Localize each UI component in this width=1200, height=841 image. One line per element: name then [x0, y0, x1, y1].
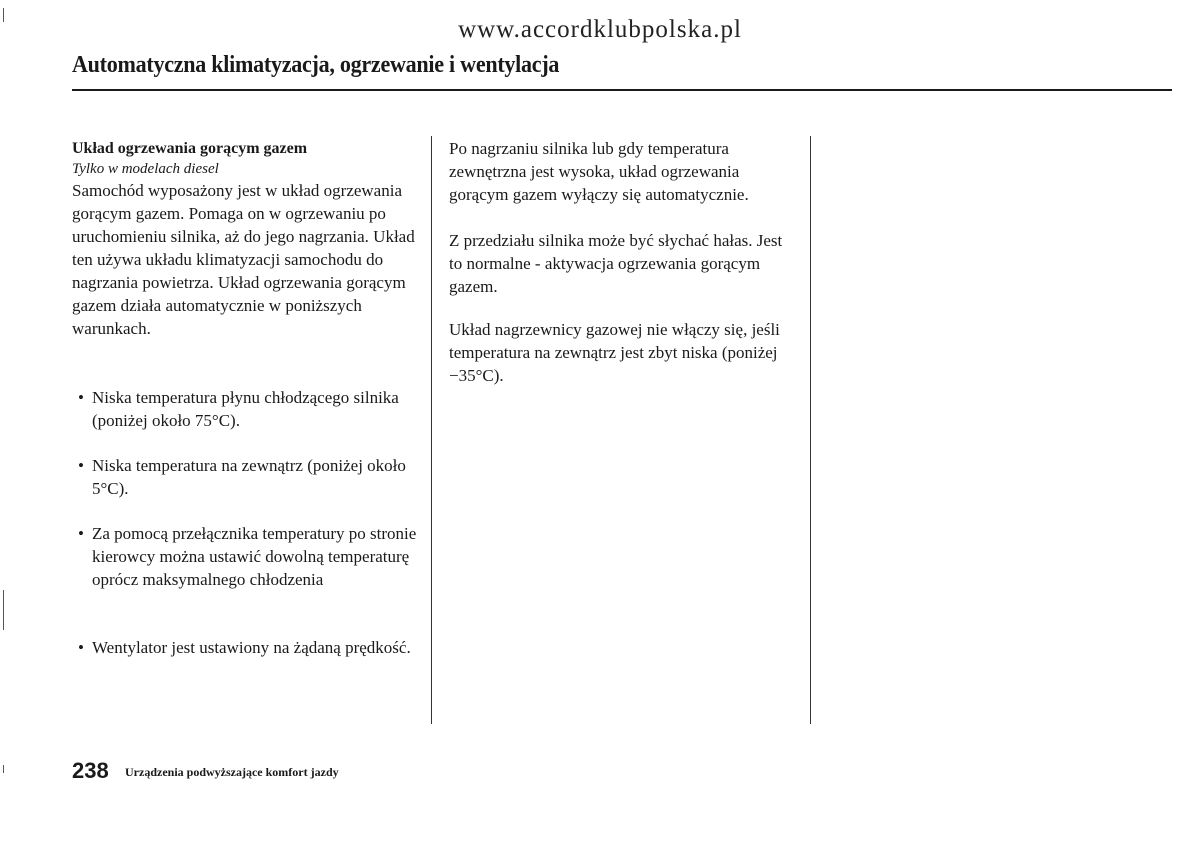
scan-edge-mark — [3, 8, 4, 22]
column-divider-right — [810, 136, 811, 724]
bullet-dot-icon: • — [78, 388, 84, 407]
page-title: Automatyczna klimatyzacja, ogrzewanie i wentylacja — [72, 52, 560, 78]
intro-paragraph: Samochód wyposażony jest w układ ogrzewania gorącym gazem. Pomaga on w ogrzewaniu po uruchomieniu silnika, aż do jego nagrzania. Układ ten używa układu klimatyzacji samochodu do nagrzania powietrza. Układ ogrzewania gorącym gazem działa automatycznie w poniższych warunkach. — [72, 181, 415, 338]
website-url: www.accordklubpolska.pl — [458, 16, 742, 43]
column-divider-middle — [431, 136, 432, 724]
right-column-para-1 — [449, 137, 794, 206]
page-number: 238 — [72, 758, 109, 783]
title-rule — [72, 89, 1172, 91]
bullet-text: Niska temperatura na zewnątrz (poniżej około 5°C). — [92, 456, 406, 498]
scan-edge-mark — [3, 590, 4, 630]
bullet-text: Wentylator jest ustawiony na żądaną prędkość. — [92, 638, 411, 657]
bullet-dot-icon: • — [78, 638, 84, 657]
right-column-para-3 — [449, 318, 794, 387]
bullet-item — [78, 636, 423, 659]
bullet-item — [78, 386, 423, 432]
section-heading: Układ ogrzewania gorącym gazem — [72, 140, 308, 157]
left-column — [72, 138, 422, 340]
bullet-text: Za pomocą przełącznika temperatury po stronie kierowcy można ustawić dowolną temperaturę oprócz maksymalnego chłodzenia — [92, 524, 417, 589]
bullet-dot-icon: • — [78, 524, 84, 543]
paragraph: Po nagrzaniu silnika lub gdy temperatura zewnętrzna jest wysoka, układ ogrzewania gorącym gazem wyłączy się automatycznie. — [449, 139, 749, 204]
bullet-dot-icon: • — [78, 456, 84, 475]
footer-section-label: Urządzenia podwyższające komfort jazdy — [125, 765, 339, 779]
bullet-item — [78, 454, 423, 500]
paragraph: Z przedziału silnika może być słychać hałas. Jest to normalne - aktywacja ogrzewania gorącym gazem. — [449, 231, 783, 296]
paragraph: Układ nagrzewnicy gazowej nie włączy się, jeśli temperatura na zewnątrz jest zbyt niska (poniżej −35°C). — [449, 320, 780, 385]
scan-edge-mark — [3, 765, 4, 773]
bullet-item — [78, 522, 423, 591]
section-subtitle: Tylko w modelach diesel — [72, 161, 219, 177]
bullet-text: Niska temperatura płynu chłodzącego silnika (poniżej około 75°C). — [92, 388, 399, 430]
right-column-para-2 — [449, 229, 794, 298]
